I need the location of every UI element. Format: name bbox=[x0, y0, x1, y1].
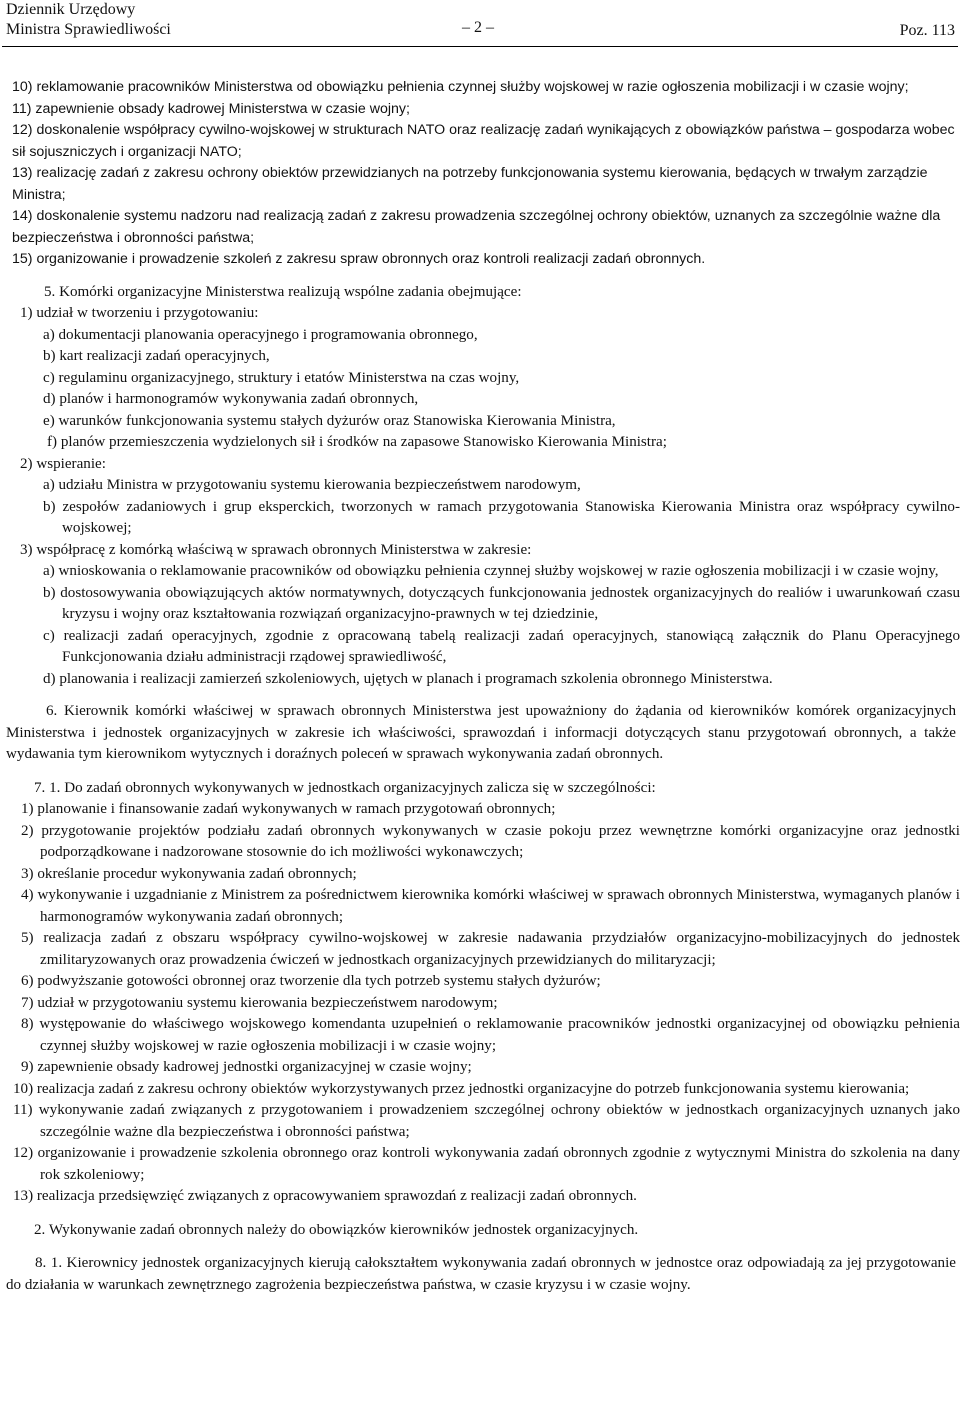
spacer bbox=[0, 1241, 960, 1253]
spacer bbox=[0, 766, 960, 778]
spacer bbox=[0, 1208, 960, 1220]
journal-title bbox=[6, 0, 171, 40]
sub-item: c) realizacji zadań operacyjnych, zgodnie z opracowaną tabelą realizacji zadań operacyjnych, stanowiącą załącznik do Planu Operacyjnego Funkcjonowania działu administracji rządowej sprawiedliwość, bbox=[43, 627, 960, 665]
sub-item: d) planowania i realizacji zamierzeń szkoleniowych, ujętych w planach i programach szkolenia obronnego Ministerstwa. bbox=[43, 670, 773, 687]
section-8-paragraph: 8. 1. Kierownicy jednostek organizacyjnych kierują całokształtem wykonywania zadań obronnych w jednostce oraz odpowiadają za jej przygotowanie do działania w warunkach zewnętrznego zagrożenia bezpieczeństwa państwa, w czasie kryzysu i w czasie wojny. bbox=[6, 1255, 956, 1293]
section-4-list bbox=[0, 77, 960, 271]
spacer bbox=[0, 690, 960, 701]
page-number: – 2 – bbox=[462, 19, 494, 36]
list-item: 13) realizację zadań z zakresu ochrony obiektów przewidzianych na potrzeby funkcjonowania systemu kierowania, będących w trwałym zarządzie Ministra; bbox=[12, 165, 928, 203]
list-item: 15) organizowanie i prowadzenie szkoleń z zakresu spraw obronnych oraz kontroli realizacji zadań obronnych. bbox=[12, 251, 706, 267]
sub-item: b) dostosowywania obowiązujących aktów normatywnych, dotyczących funkcjonowania jednostek organizacyjnych do realiów i uwarunkowań czasu kryzysu i wojny oraz kształtowania rozwiązań organizacyjno-prawnych w tej dziedzinie, bbox=[43, 584, 960, 622]
list-item: 10) realizacja zadań z zakresu ochrony obiektów wykorzystywanych przez jednostki organizacyjne do potrzeb funkcjonowania systemu kierowania; bbox=[13, 1080, 910, 1097]
list-item: 12) organizowanie i prowadzenie szkolenia obronnego oraz kontroli wykonywania zadań obronnych zgodnie z wytycznymi Ministra do szkolenia na dany rok szkoleniowy; bbox=[13, 1145, 960, 1183]
list-item: 2) przygotowanie projektów podziału zadań obronnych wykonywanych w czasie pokoju przez wewnętrzne komórki organizacyjne oraz jednostki podporządkowane i nadzorowane stosownie do ich możliwości wykonawczych; bbox=[21, 822, 960, 860]
list-item: 7) udział w przygotowaniu systemu kierowania bezpieczeństwem narodowym; bbox=[21, 994, 498, 1011]
document-body bbox=[0, 77, 960, 1296]
sub-item: b) kart realizacji zadań operacyjnych, bbox=[43, 348, 270, 364]
header-rule bbox=[2, 46, 958, 47]
sub-item: d) planów i harmonogramów wykonywania zadań obronnych, bbox=[43, 391, 419, 407]
list-item: 1) planowanie i finansowanie zadań wykonywanych w ramach przygotowań obronnych; bbox=[21, 801, 556, 817]
journal-name: Dziennik Urzędowy bbox=[6, 1, 136, 18]
sub-item: e) warunków funkcjonowania systemu stałych dyżurów oraz Stanowiska Kierowania Ministra, bbox=[43, 412, 616, 429]
list-item: 11) zapewnienie obsady kadrowej Ministerstwa w czasie wojny; bbox=[12, 100, 410, 117]
sub-item: a) dokumentacji planowania operacyjnego i programowania obronnego, bbox=[43, 326, 478, 343]
list-item: 9) zapewnienie obsady kadrowej jednostki organizacyjnej w czasie wojny; bbox=[21, 1059, 472, 1075]
sub-item: b) zespołów zadaniowych i grup eksperckich, tworzonych w ramach przygotowania Stanowiska Kierowania Ministra oraz współpracy cywilno-wojskowej; bbox=[43, 498, 960, 536]
list-item: 14) doskonalenie systemu nadzoru nad realizacją zadań z zakresu prowadzenia szczególnej ochrony obiektów, uznanych za szczególnie ważne dla bezpieczeństwa i obronności państwa; bbox=[12, 208, 941, 246]
list-item: 8) występowanie do właściwego wojskowego komendanta uzupełnień o reklamowanie pracowników jednostki organizacyjnej od obowiązku pełnienia czynnej służby wojskowej w razie ogłoszenia mobilizacji i w czasie wojny; bbox=[21, 1016, 960, 1054]
paragraph-intro: 5. Komórki organizacyjne Ministerstwa realizują wspólne zadania obejmujące: bbox=[44, 283, 522, 300]
sub-item: a) udziału Ministra w przygotowaniu systemu kierowania bezpieczeństwem narodowym, bbox=[43, 477, 581, 493]
list-item: 2) wspieranie: bbox=[20, 455, 106, 472]
list-item: 12) doskonalenie współpracy cywilno-wojskowej w strukturach NATO oraz realizację zadań wynikających z obowiązków państwa – gospodarza wobec sił sojuszniczych i organizacji NATO; bbox=[12, 122, 955, 160]
spacer bbox=[0, 271, 960, 282]
section-7 bbox=[0, 778, 960, 1242]
section-6-paragraph: 6. Kierownik komórki właściwej w sprawach obronnych Ministerstwa jest upoważniony do żądania od kierowników komórek organizacyjnych Ministerstwa i jednostek organizacyjnych w zakresie ich właściwości, sprawozdań i informacji dotyczących stanu przygotowań obronnych, a także wydawania tym kierownikom wytycznych i doraźnych poleceń w sprawach wykonywania zadań obronnych. bbox=[6, 703, 956, 762]
sub-item: c) regulaminu organizacyjnego, struktury i etatów Ministerstwa na czas wojny, bbox=[43, 369, 520, 386]
ministry-name: Ministra Sprawiedliwości bbox=[6, 21, 171, 38]
paragraph-intro: 7. 1. Do zadań obronnych wykonywanych w jednostkach organizacyjnych zalicza się w szczególności: bbox=[34, 779, 656, 796]
list-item: 4) wykonywanie i uzgadnianie z Ministrem za pośrednictwem kierownika komórki właściwej w sprawach obronnych Ministerstwa, wymaganych planów i harmonogramów wykonywania zadań obronnych; bbox=[21, 887, 960, 925]
list-item: 5) realizacja zadań z obszaru współpracy cywilno-wojskowej w zakresie nadawania przydziałów organizacyjno-mobilizacyjnych do jednostek zmilitaryzowanych oraz prowadzenia ćwiczeń w jednostkach organizacyjnych przewidzianych do militaryzacji; bbox=[21, 930, 960, 968]
list-item: 6) podwyższanie gotowości obronnej oraz tworzenie dla tych potrzeb systemu stałych dyżurów; bbox=[21, 973, 601, 989]
section-5 bbox=[0, 282, 960, 691]
list-item: 10) reklamowanie pracowników Ministerstwa od obowiązku pełnienia czynnej służby wojskowej w razie ogłoszenia mobilizacji i w czasie wojny; bbox=[12, 79, 909, 95]
list-item: 11) wykonywanie zadań związanych z przygotowaniem i prowadzeniem szczególnej ochrony obiektów w jednostkach organizacyjnych uznanych jako szczególnie ważne dla bezpieczeństwa i obronności państwa; bbox=[13, 1102, 960, 1140]
paragraph: 2. Wykonywanie zadań obronnych należy do obowiązków kierowników jednostek organizacyjnych. bbox=[34, 1221, 639, 1238]
sub-item: a) wnioskowania o reklamowanie pracowników od obowiązku pełnienia czynnej służby wojskowej w razie ogłoszenia mobilizacji i w czasie wojny, bbox=[43, 563, 939, 579]
list-item: 1) udział w tworzeniu i przygotowaniu: bbox=[20, 305, 259, 321]
list-item: 3) określanie procedur wykonywania zadań obronnych; bbox=[21, 865, 357, 882]
list-item: 3) współpracę z komórką właściwą w sprawach obronnych Ministerstwa w zakresie: bbox=[20, 541, 532, 558]
list-item: 13) realizacja przedsięwzięć związanych z opracowywaniem sprawozdań z realizacji zadań obronnych. bbox=[13, 1188, 637, 1204]
sub-item: f) planów przemieszczenia wydzielonych sił i środków na zapasowe Stanowisko Kierowania Ministra; bbox=[47, 434, 667, 450]
page-header bbox=[0, 0, 960, 50]
position-number: Poz. 113 bbox=[899, 22, 955, 39]
